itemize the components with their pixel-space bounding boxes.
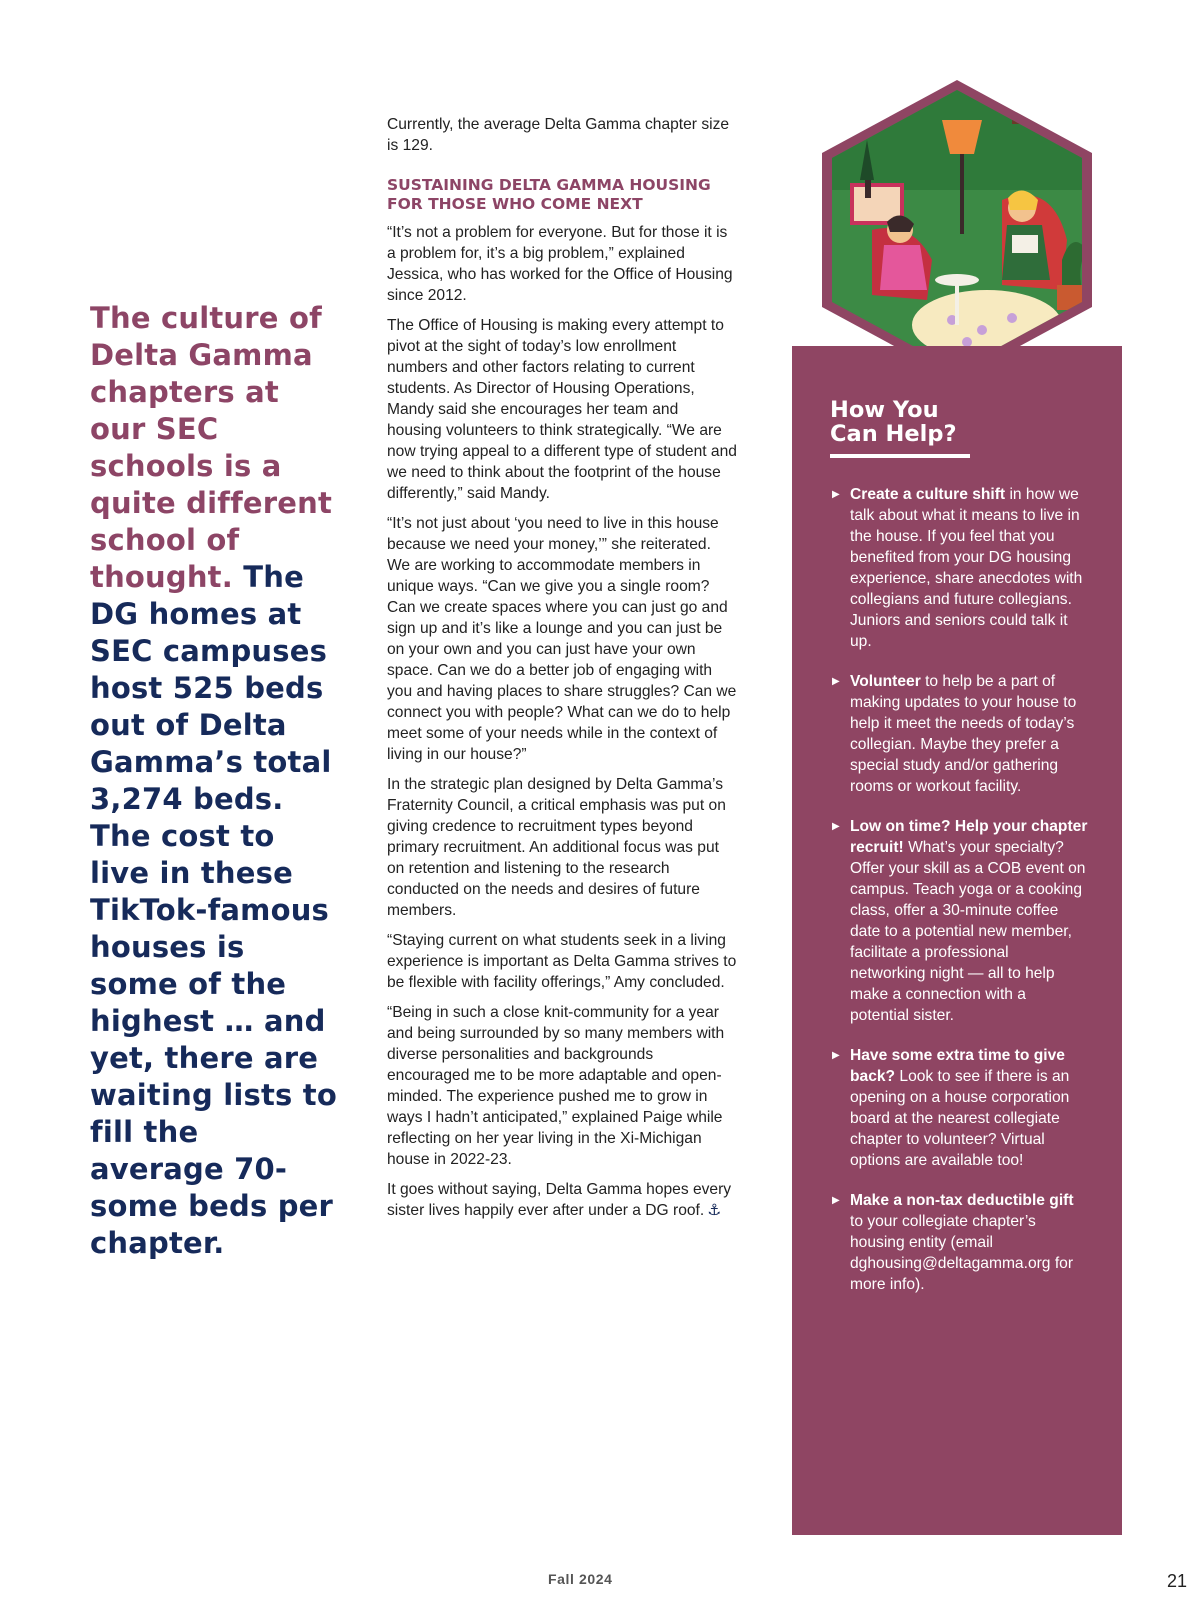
paragraph: In the strategic plan designed by Delta Gamma’s Fraternity Council, a critical emphasis was put on giving credence to recruitment types beyond primary recruitment. An additional focus was put on retention and listening to the research conducted on the needs and desires of future members. <box>387 776 726 919</box>
help-item-bold: Create a culture shift <box>850 486 1006 503</box>
hexagon-illustration <box>812 80 1102 380</box>
help-item-bold: Volunteer <box>850 673 921 690</box>
closing-text: It goes without saying, Delta Gamma hopes every sister lives happily ever after under a DG roof. <box>387 1181 732 1219</box>
paragraph: “It’s not just about ‘you need to live in this house because we need your money,’” she reiterated. We are working to accommodate members in unique ways. “Can we give you a single room? Can we create spaces where you can just go and sign up and it’s like a lounge and you can just be on your own and you can just have your own space. Can we do a better job of engaging with you and having places to share struggles? Can we connect you with people? What can we do to help meet some of your needs while in the context of living in our house?” <box>387 515 737 763</box>
anchor-icon: ⚓ <box>707 1202 722 1219</box>
help-item-text: to your collegiate chapter’s housing entity (email dghousing@deltagamma.org for more info). <box>850 1213 1074 1293</box>
how-you-can-help-panel <box>792 346 1122 1535</box>
help-item <box>830 1045 1088 1171</box>
pull-quote <box>90 300 340 1262</box>
page-number: 21 <box>1167 1571 1188 1591</box>
help-item-text: in how we talk about what it means to live in the house. If you feel that you benefited from your DG housing experience, share anecdotes with collegians and future collegians. Juniors and seniors could talk it up. <box>850 486 1083 650</box>
help-list <box>830 484 1088 1314</box>
title-underline <box>830 454 970 458</box>
triangle-bullet-icon: ▶ <box>832 1050 840 1061</box>
help-item-bold: Low on time? Help your chapter recruit! <box>850 818 1088 856</box>
pull-quote-navy: The DG homes at SEC campuses host 525 beds out of Delta Gamma’s total 3,274 beds. The cost to live in these TikTok-famous houses is some of the highest … and yet, there are waiting lists to fill the average 70-some beds per chapter. <box>90 560 337 1260</box>
paragraph: “It’s not a problem for everyone. But for those it is a problem for, it’s a big problem,” explained Jessica, who has worked for the Office of Housing since 2012. <box>387 224 733 304</box>
section-heading: SUSTAINING DELTA GAMMA HOUSING FOR THOSE WHO COME NEXT <box>387 176 711 213</box>
help-item-text: Look to see if there is an opening on a house corporation board at the nearest collegiate chapter to volunteer? Virtual options are available too! <box>850 1068 1070 1169</box>
triangle-bullet-icon: ▶ <box>832 1195 840 1206</box>
help-item-text: to help be a part of making updates to your house to help it meet the needs of today’s collegian. Maybe they prefer a special study and/or gathering rooms or workout facility. <box>850 673 1077 795</box>
help-item-text: What’s your specialty? Offer your skill as a COB event on campus. Teach yoga or a cooking class, offer a 30-minute coffee date to a potential new member, facilitate a professional networking night — all to help make a connection with a potential sister. <box>850 839 1086 1024</box>
article-lead: Currently, the average Delta Gamma chapter size is 129. <box>387 116 730 154</box>
help-item <box>830 484 1088 652</box>
paragraph: “Being in such a close knit-community for a year and being surrounded by so many members with diverse personalities and backgrounds encouraged me to be more adaptable and open-minded. The experience pushed me to grow in ways I hadn’t anticipated,” explained Paige while reflecting on her year living in the Xi-Michigan house in 2022-23. <box>387 1004 725 1168</box>
help-item <box>830 671 1088 797</box>
panel-title <box>830 398 957 446</box>
help-item <box>830 816 1088 1026</box>
triangle-bullet-icon: ▶ <box>832 821 840 832</box>
panel-title-line2: Can Help? <box>830 421 957 447</box>
help-item <box>830 1190 1088 1295</box>
issue-label: Fall 2024 <box>548 1571 613 1587</box>
paragraph: “Staying current on what students seek in a living experience is important as Delta Gamma strives to be flexible with facility offerings,” Amy concluded. <box>387 932 737 991</box>
closing-paragraph <box>387 1179 737 1221</box>
paragraph: The Office of Housing is making every attempt to pivot at the sight of today’s low enrollment numbers and other factors relating to current students. As Director of Housing Operations, Mandy said she encourages her team and housing volunteers to think strategically. “We are now trying appeal to a different type of student and we need to think about the footprint of the house differently,” said Mandy. <box>387 317 737 502</box>
pull-quote-rose: The culture of Delta Gamma chapters at our SEC schools is a quite different school of thought. <box>90 301 333 594</box>
triangle-bullet-icon: ▶ <box>832 489 840 500</box>
panel-title-line1: How You <box>830 397 939 423</box>
reading-room-illustration <box>812 80 1102 380</box>
help-item-bold: Make a non-tax deductible gift <box>850 1192 1074 1209</box>
help-item-bold: Have some extra time to give back? <box>850 1047 1065 1085</box>
triangle-bullet-icon: ▶ <box>832 676 840 687</box>
article-body <box>387 114 737 1230</box>
